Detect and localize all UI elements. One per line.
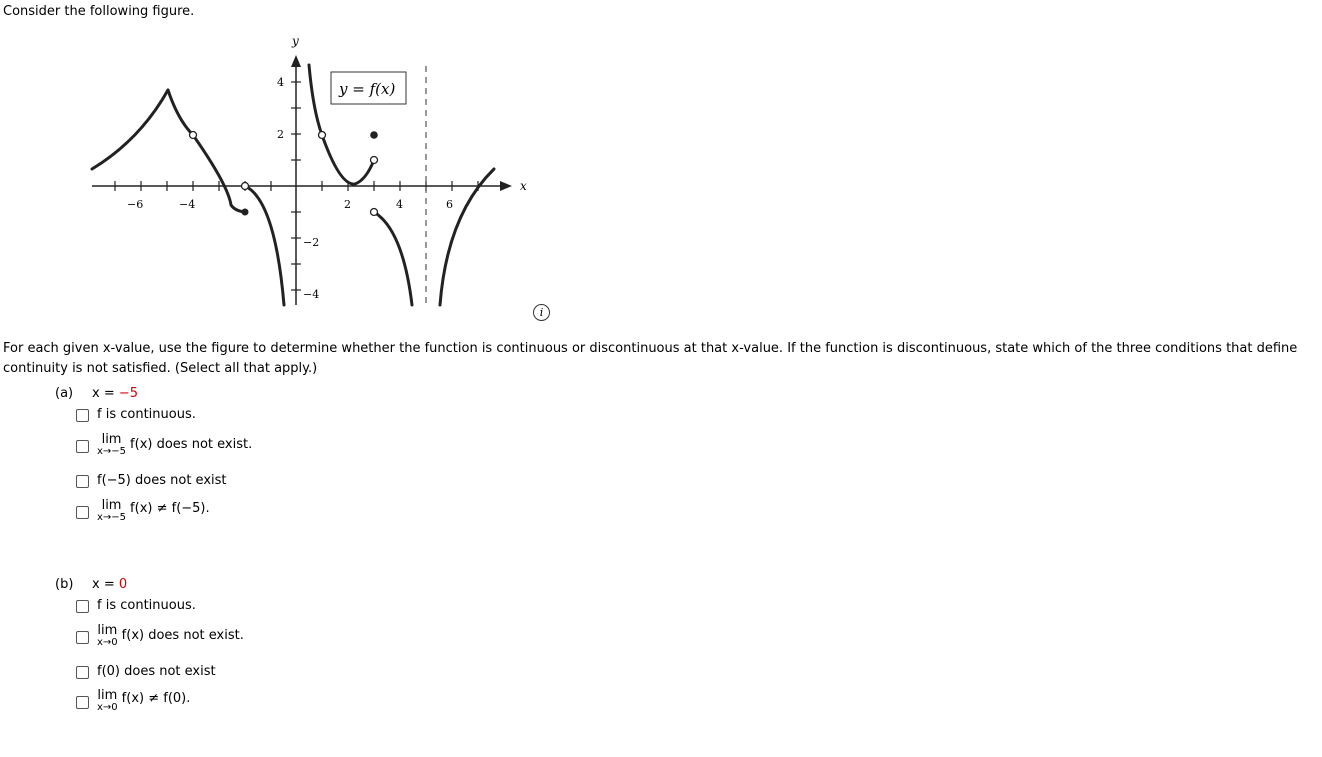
closed-point	[242, 209, 249, 216]
part-b-option-continuous[interactable]: f is continuous.	[76, 598, 196, 613]
part-a-option-limit-dne[interactable]: lim x→−5 f(x) does not exist.	[76, 434, 252, 457]
part-a-label: (a)	[55, 386, 74, 401]
part-a-option-limit-neq[interactable]: lim x→−5 f(x) ≠ f(−5).	[76, 500, 210, 523]
function-label: y = f(x)	[339, 80, 396, 98]
curve-left-rise	[92, 90, 168, 169]
part-b-x-value: x = 0	[92, 577, 128, 592]
checkbox[interactable]	[76, 600, 89, 613]
y-tick-label: 2	[277, 128, 284, 141]
part-a-x-value: x = −5	[92, 386, 139, 401]
curve-branch-up	[309, 65, 322, 135]
curve-right-left	[374, 212, 412, 305]
info-icon[interactable]: i	[533, 304, 550, 321]
y-tick-label: −4	[303, 288, 320, 301]
x-tick-label: −4	[179, 198, 196, 211]
checkbox[interactable]	[76, 696, 89, 709]
open-point	[371, 157, 378, 164]
checkbox[interactable]	[76, 631, 89, 644]
closed-point	[370, 131, 378, 139]
checkbox[interactable]	[76, 440, 89, 453]
x-tick-label: 2	[344, 198, 351, 211]
part-a-option-continuous[interactable]: f is continuous.	[76, 407, 196, 422]
part-b-option-limit-dne[interactable]: lim x→0 f(x) does not exist.	[76, 625, 244, 648]
y-tick-label: 4	[277, 76, 284, 89]
part-b-option-limit-neq[interactable]: lim x→0 f(x) ≠ f(0).	[76, 690, 190, 713]
curve-right-right	[440, 169, 494, 305]
checkbox[interactable]	[76, 409, 89, 422]
instructions-text: For each given x-value, use the figure to determine whether the function is continuous or discontinuous at that x-value. If the function is discontinuous, state which of the three conditions that define continuity is not satisfied. (Select all that apply.)	[3, 341, 1298, 376]
curve-left-fall	[168, 90, 193, 135]
x-axis-label: x	[520, 179, 527, 193]
y-axis-label: y	[292, 34, 299, 48]
x-tick-label: −6	[127, 198, 144, 211]
checkbox[interactable]	[76, 475, 89, 488]
y-tick-label: −2	[303, 236, 320, 249]
open-point	[242, 183, 249, 190]
checkbox[interactable]	[76, 506, 89, 519]
curve-branch-down	[245, 186, 284, 305]
part-b-label: (b)	[55, 577, 74, 592]
x-tick-label: 6	[446, 198, 453, 211]
checkbox[interactable]	[76, 666, 89, 679]
x-tick-label: 4	[396, 198, 403, 211]
function-graph	[80, 30, 530, 310]
open-point	[371, 209, 378, 216]
curve-middle-dip	[322, 135, 374, 184]
open-point	[190, 132, 197, 139]
prompt-text: Consider the following figure.	[3, 4, 195, 19]
part-a-option-value-dne[interactable]: f(−5) does not exist	[76, 473, 227, 488]
open-point	[319, 132, 326, 139]
part-b-option-value-dne[interactable]: f(0) does not exist	[76, 664, 216, 679]
curve-left-drop	[193, 135, 245, 212]
